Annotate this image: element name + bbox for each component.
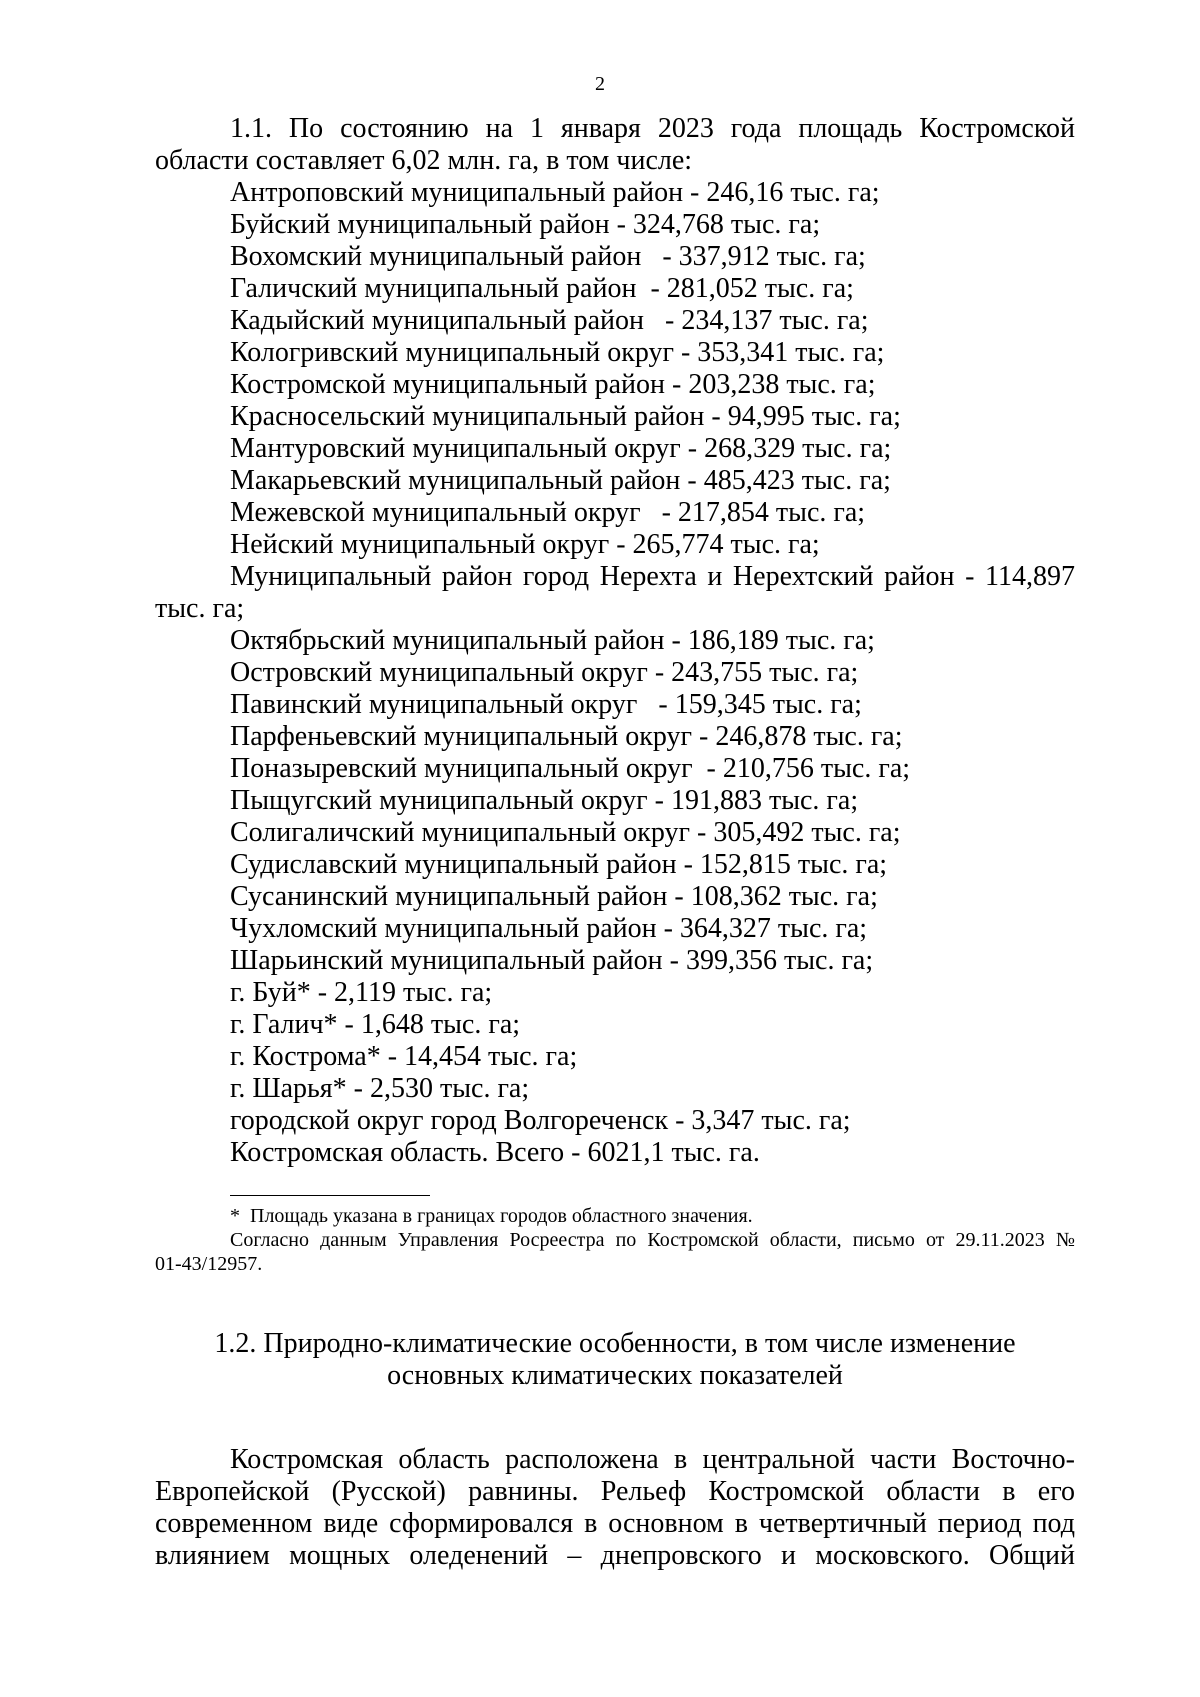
list-item: Красносельский муниципальный район - 94,995 тыс. га; (230, 401, 901, 432)
list-item: Буйский муниципальный район - 324,768 тыс. га; (230, 209, 821, 240)
section-heading-line: основных климатических показателей (387, 1360, 843, 1391)
list-item: Октябрьский муниципальный район - 186,189 тыс. га; (230, 625, 875, 656)
list-item: Островский муниципальный округ - 243,755 тыс. га; (230, 657, 859, 688)
list-item: Шарьинский муниципальный район - 399,356 тыс. га; (230, 945, 874, 976)
page-number: 2 (595, 73, 605, 95)
list-item: Кологривский муниципальный округ - 353,341 тыс. га; (230, 337, 885, 368)
list-item: Галичский муниципальный район - 281,052 тыс. га; (230, 273, 854, 304)
intro-paragraph: 1.1. По состоянию на 1 января 2023 года площадь Костромской области составляет 6,02 млн. га, в том числе: (155, 113, 1075, 176)
list-item: г. Кострома* - 14,454 тыс. га; (230, 1041, 578, 1072)
list-item: г. Шарья* - 2,530 тыс. га; (230, 1073, 530, 1104)
list-item: Антроповский муниципальный район - 246,16 тыс. га; (230, 177, 880, 208)
footnote-divider (230, 1195, 430, 1196)
footnote-area-note: * Площадь указана в границах городов областного значения. (230, 1205, 753, 1227)
list-item: Вохомский муниципальный район - 337,912 тыс. га; (230, 241, 866, 272)
district-area-list (155, 177, 1075, 1169)
list-item: Пыщугский муниципальный округ - 191,883 тыс. га; (230, 785, 859, 816)
list-item: Чухломский муниципальный район - 364,327 тыс. га; (230, 913, 868, 944)
section-heading-line: 1.2. Природно-климатические особенности, в том числе изменение (214, 1328, 1016, 1359)
list-item: г. Буй* - 2,119 тыс. га; (230, 977, 493, 1008)
section-heading (155, 1328, 1075, 1392)
list-item: Сусанинский муниципальный район - 108,362 тыс. га; (230, 881, 878, 912)
list-item: г. Галич* - 1,648 тыс. га; (230, 1009, 521, 1040)
list-item: Муниципальный район город Нерехта и Нерехтский район - 114,897 тыс. га; (155, 561, 1075, 624)
list-item: Костромской муниципальный район - 203,238 тыс. га; (230, 369, 876, 400)
document-content (155, 113, 1075, 1572)
list-item: Павинский муниципальный округ - 159,345 тыс. га; (230, 689, 862, 720)
list-item: Кадыйский муниципальный район - 234,137 тыс. га; (230, 305, 869, 336)
list-item: Нейский муниципальный округ - 265,774 тыс. га; (230, 529, 820, 560)
list-item: Солигаличский муниципальный округ - 305,492 тыс. га; (230, 817, 901, 848)
list-item: Мантуровский муниципальный округ - 268,329 тыс. га; (230, 433, 892, 464)
list-item: Судиславский муниципальный район - 152,815 тыс. га; (230, 849, 888, 880)
list-item: Парфеньевский муниципальный округ - 246,878 тыс. га; (230, 721, 903, 752)
body-paragraph: Костромская область расположена в центральной части Восточно-Европейской (Русской) равнины. Рельеф Костромской области в его современном виде сформировался в основном в четвертичный период под влиянием мощных оледенений – днепровского и московского. Общий (155, 1444, 1075, 1571)
list-item: Поназыревский муниципальный округ - 210,756 тыс. га; (230, 753, 911, 784)
list-item: городской округ город Волгореченск - 3,347 тыс. га; (230, 1105, 851, 1136)
footnote-source-note: Согласно данным Управления Росреестра по Костромской области, письмо от 29.11.2023 № 01-43/12957. (155, 1229, 1075, 1275)
list-item: Костромская область. Всего - 6021,1 тыс. га. (230, 1137, 760, 1168)
list-item: Макарьевский муниципальный район - 485,423 тыс. га; (230, 465, 891, 496)
list-item: Межевской муниципальный округ - 217,854 тыс. га; (230, 497, 866, 528)
footnotes (155, 1204, 1075, 1276)
